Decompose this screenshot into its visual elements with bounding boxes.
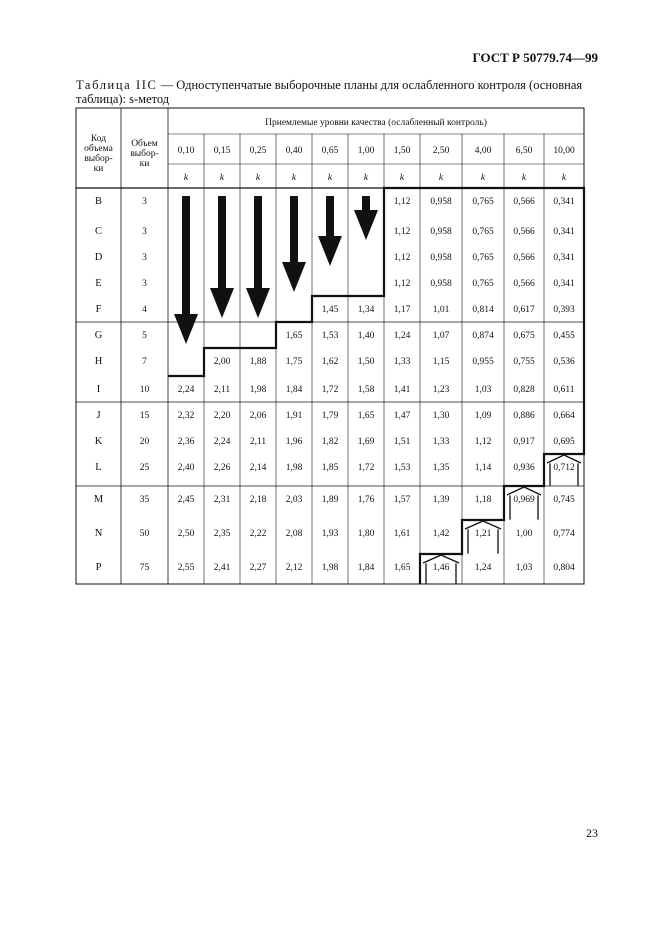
aql-level-header: 1,50 bbox=[393, 146, 411, 156]
k-value-cell: 2,12 bbox=[285, 563, 303, 573]
down-arrow-icon bbox=[246, 196, 270, 318]
k-value-cell: 1,98 bbox=[249, 385, 267, 395]
k-value-cell: 1,12 bbox=[393, 279, 411, 289]
k-symbol-header: k bbox=[480, 173, 486, 183]
k-value-cell: 0,958 bbox=[430, 197, 452, 207]
code-column-header: объема bbox=[84, 144, 113, 154]
k-value-cell: 2,11 bbox=[249, 437, 267, 447]
k-value-cell: 1,18 bbox=[474, 495, 492, 505]
aql-level-header: 0,40 bbox=[285, 146, 303, 156]
k-value-cell: 1,40 bbox=[357, 331, 375, 341]
sample-size-code: N bbox=[94, 528, 103, 539]
k-value-cell: 0,958 bbox=[430, 227, 452, 237]
k-symbol-header: k bbox=[291, 173, 297, 183]
sample-size: 3 bbox=[142, 197, 147, 207]
k-value-cell: 2,41 bbox=[213, 563, 231, 573]
k-value-cell: 1,09 bbox=[474, 411, 492, 421]
k-value-cell: 1,12 bbox=[393, 227, 411, 237]
sample-size-code: L bbox=[95, 462, 102, 473]
k-value-cell: 0,695 bbox=[553, 437, 575, 447]
k-symbol-header: k bbox=[363, 173, 369, 183]
k-value-cell: 1,12 bbox=[393, 197, 411, 207]
sample-size: 10 bbox=[139, 385, 150, 395]
sample-size: 3 bbox=[142, 253, 147, 263]
k-value-cell: 0,765 bbox=[472, 253, 494, 263]
k-value-cell: 1,98 bbox=[321, 563, 339, 573]
k-value-cell: 0,617 bbox=[513, 305, 535, 315]
k-value-cell: 1,33 bbox=[432, 437, 450, 447]
k-value-cell: 1,17 bbox=[393, 305, 411, 315]
k-value-cell: 1,00 bbox=[515, 529, 533, 539]
k-value-cell: 1,75 bbox=[285, 357, 303, 367]
k-value-cell: 2,08 bbox=[285, 529, 303, 539]
aql-level-header: 10,00 bbox=[553, 146, 575, 156]
k-value-cell: 2,50 bbox=[177, 529, 195, 539]
up-arrow-icon bbox=[423, 555, 459, 563]
k-value-cell: 1,65 bbox=[357, 411, 375, 421]
k-value-cell: 0,712 bbox=[553, 463, 575, 473]
k-value-cell: 1,21 bbox=[474, 529, 492, 539]
k-value-cell: 1,58 bbox=[357, 385, 375, 395]
k-value-cell: 0,765 bbox=[472, 197, 494, 207]
k-value-cell: 1,51 bbox=[393, 437, 411, 447]
k-value-cell: 1,23 bbox=[432, 385, 450, 395]
k-value-cell: 2,06 bbox=[249, 411, 267, 421]
sample-size: 20 bbox=[139, 437, 150, 447]
k-value-cell: 1,24 bbox=[474, 563, 492, 573]
k-value-cell: 2,11 bbox=[213, 385, 231, 395]
k-value-cell: 1,88 bbox=[249, 357, 267, 367]
sample-size: 35 bbox=[139, 495, 150, 505]
k-value-cell: 1,65 bbox=[285, 331, 303, 341]
sample-size: 3 bbox=[142, 279, 147, 289]
k-value-cell: 0,814 bbox=[472, 305, 494, 315]
k-value-cell: 2,27 bbox=[249, 563, 267, 573]
k-value-cell: 1,47 bbox=[393, 411, 411, 421]
sample-size-code: H bbox=[94, 356, 103, 367]
k-value-cell: 1,12 bbox=[474, 437, 492, 447]
aql-level-header: 1,00 bbox=[357, 146, 375, 156]
k-value-cell: 2,20 bbox=[213, 411, 231, 421]
document-code: ГОСТ Р 50779.74—99 bbox=[472, 50, 598, 65]
sample-size-code: F bbox=[95, 304, 102, 315]
k-value-cell: 1,12 bbox=[393, 253, 411, 263]
k-value-cell: 0,955 bbox=[472, 357, 494, 367]
k-value-cell: 1,53 bbox=[321, 331, 339, 341]
sample-size-code: G bbox=[94, 330, 103, 341]
page-number: 23 bbox=[586, 826, 598, 840]
k-value-cell: 1,84 bbox=[357, 563, 375, 573]
k-value-cell: 1,34 bbox=[357, 305, 375, 315]
k-value-cell: 1,39 bbox=[432, 495, 450, 505]
k-value-cell: 0,393 bbox=[553, 305, 575, 315]
code-column-header: Код bbox=[90, 134, 107, 144]
k-value-cell: 1,01 bbox=[432, 305, 450, 315]
table-caption-lead: Таблица IIC bbox=[76, 78, 158, 92]
down-arrow-icon bbox=[354, 196, 378, 240]
k-value-cell: 2,24 bbox=[177, 385, 195, 395]
k-value-cell: 0,341 bbox=[553, 253, 575, 263]
k-value-cell: 1,41 bbox=[393, 385, 411, 395]
k-value-cell: 1,65 bbox=[393, 563, 411, 573]
size-column-header: ки bbox=[139, 159, 150, 169]
k-value-cell: 0,455 bbox=[553, 331, 575, 341]
aql-level-header: 6,50 bbox=[515, 146, 533, 156]
sample-size: 75 bbox=[139, 563, 150, 573]
k-value-cell: 1,35 bbox=[432, 463, 450, 473]
k-value-cell: 1,85 bbox=[321, 463, 339, 473]
k-symbol-header: k bbox=[219, 173, 225, 183]
sample-size: 15 bbox=[139, 411, 150, 421]
k-value-cell: 0,611 bbox=[553, 385, 575, 395]
sample-size: 7 bbox=[142, 357, 147, 367]
down-arrow-icon bbox=[174, 196, 198, 344]
sample-size-code: M bbox=[93, 494, 104, 505]
k-value-cell: 1,24 bbox=[393, 331, 411, 341]
k-value-cell: 2,18 bbox=[249, 495, 267, 505]
sample-size: 25 bbox=[139, 463, 150, 473]
k-value-cell: 1,42 bbox=[432, 529, 450, 539]
k-value-cell: 1,03 bbox=[515, 563, 533, 573]
k-value-cell: 0,536 bbox=[553, 357, 575, 367]
k-value-cell: 1,62 bbox=[321, 357, 339, 367]
k-value-cell: 0,664 bbox=[553, 411, 575, 421]
k-value-cell: 1,79 bbox=[321, 411, 339, 421]
k-value-cell: 1,30 bbox=[432, 411, 450, 421]
k-value-cell: 0,675 bbox=[513, 331, 535, 341]
code-column-header: выбор- bbox=[84, 154, 113, 164]
size-column-header: выбор- bbox=[130, 149, 159, 159]
k-value-cell: 1,72 bbox=[321, 385, 339, 395]
k-value-cell: 0,886 bbox=[513, 411, 535, 421]
sample-size: 4 bbox=[142, 305, 147, 315]
aql-level-header: 0,10 bbox=[177, 146, 195, 156]
k-value-cell: 1,80 bbox=[357, 529, 375, 539]
k-value-cell: 1,91 bbox=[285, 411, 303, 421]
k-value-cell: 0,917 bbox=[513, 437, 535, 447]
k-value-cell: 1,15 bbox=[432, 357, 450, 367]
k-value-cell: 0,566 bbox=[513, 197, 535, 207]
k-value-cell: 2,40 bbox=[177, 463, 195, 473]
k-value-cell: 2,32 bbox=[177, 411, 195, 421]
k-value-cell: 0,566 bbox=[513, 253, 535, 263]
k-symbol-header: k bbox=[521, 173, 527, 183]
k-value-cell: 1,93 bbox=[321, 529, 339, 539]
k-value-cell: 1,96 bbox=[285, 437, 303, 447]
sample-size: 3 bbox=[142, 227, 147, 237]
k-value-cell: 1,33 bbox=[393, 357, 411, 367]
k-value-cell: 1,07 bbox=[432, 331, 450, 341]
k-value-cell: 0,765 bbox=[472, 279, 494, 289]
k-value-cell: 2,03 bbox=[285, 495, 303, 505]
k-value-cell: 0,745 bbox=[553, 495, 575, 505]
sample-size: 50 bbox=[139, 529, 150, 539]
k-value-cell: 1,50 bbox=[357, 357, 375, 367]
sample-size-code: I bbox=[96, 384, 101, 395]
k-value-cell: 0,774 bbox=[553, 529, 575, 539]
k-value-cell: 0,969 bbox=[513, 495, 535, 505]
k-value-cell: 1,89 bbox=[321, 495, 339, 505]
k-value-cell: 0,341 bbox=[553, 227, 575, 237]
aql-level-header: 2,50 bbox=[432, 146, 450, 156]
up-arrow-icon bbox=[507, 487, 541, 495]
k-value-cell: 1,46 bbox=[432, 563, 450, 573]
k-symbol-header: k bbox=[561, 173, 567, 183]
k-value-cell: 1,98 bbox=[285, 463, 303, 473]
aql-level-header: 4,00 bbox=[474, 146, 492, 156]
sample-size-code: C bbox=[94, 226, 103, 237]
k-value-cell: 1,76 bbox=[357, 495, 375, 505]
k-value-cell: 1,57 bbox=[393, 495, 411, 505]
k-value-cell: 0,874 bbox=[472, 331, 494, 341]
k-value-cell: 0,765 bbox=[472, 227, 494, 237]
up-arrow-icon bbox=[465, 521, 501, 529]
up-arrow-icon bbox=[547, 455, 581, 463]
aql-level-header: 0,15 bbox=[213, 146, 231, 156]
size-column-header: Объем bbox=[131, 139, 158, 149]
k-symbol-header: k bbox=[183, 173, 189, 183]
k-value-cell: 2,45 bbox=[177, 495, 195, 505]
k-value-cell: 2,31 bbox=[213, 495, 231, 505]
k-value-cell: 0,958 bbox=[430, 279, 452, 289]
k-value-cell: 1,14 bbox=[474, 463, 492, 473]
k-value-cell: 1,45 bbox=[321, 305, 339, 315]
k-value-cell: 0,566 bbox=[513, 227, 535, 237]
k-value-cell: 1,72 bbox=[357, 463, 375, 473]
k-symbol-header: k bbox=[255, 173, 261, 183]
k-value-cell: 1,03 bbox=[474, 385, 492, 395]
k-symbol-header: k bbox=[327, 173, 333, 183]
k-symbol-header: k bbox=[438, 173, 444, 183]
k-symbol-header: k bbox=[399, 173, 405, 183]
k-value-cell: 2,14 bbox=[249, 463, 267, 473]
k-value-cell: 0,804 bbox=[553, 563, 575, 573]
aql-group-header: Приемлемые уровни качества (ослабленный контроль) bbox=[265, 118, 487, 128]
sample-size-code: B bbox=[94, 196, 103, 207]
sample-size-code: E bbox=[95, 278, 102, 289]
sample-size-code: K bbox=[94, 436, 103, 447]
k-value-cell: 2,35 bbox=[213, 529, 231, 539]
k-value-cell: 0,341 bbox=[553, 279, 575, 289]
k-value-cell: 1,82 bbox=[321, 437, 339, 447]
k-value-cell: 0,566 bbox=[513, 279, 535, 289]
sample-size-code: D bbox=[94, 252, 103, 263]
k-value-cell: 2,36 bbox=[177, 437, 195, 447]
k-value-cell: 2,00 bbox=[213, 357, 231, 367]
sample-size-code: P bbox=[95, 562, 102, 573]
k-value-cell: 0,828 bbox=[513, 385, 535, 395]
down-arrow-icon bbox=[210, 196, 234, 318]
k-value-cell: 0,936 bbox=[513, 463, 535, 473]
k-value-cell: 0,958 bbox=[430, 253, 452, 263]
k-value-cell: 1,53 bbox=[393, 463, 411, 473]
k-value-cell: 0,341 bbox=[553, 197, 575, 207]
k-value-cell: 2,55 bbox=[177, 563, 195, 573]
k-value-cell: 1,69 bbox=[357, 437, 375, 447]
down-arrow-icon bbox=[318, 196, 342, 266]
k-value-cell: 2,24 bbox=[213, 437, 231, 447]
code-column-header: ки bbox=[93, 164, 104, 174]
aql-level-header: 0,25 bbox=[249, 146, 267, 156]
down-arrow-icon bbox=[282, 196, 306, 292]
table-caption-text: — Одноступенчатые выборочные планы для ослабленного контроля (основная таблица): s-метод bbox=[76, 78, 583, 106]
sample-size: 5 bbox=[142, 331, 147, 341]
k-value-cell: 1,61 bbox=[393, 529, 411, 539]
aql-level-header: 0,65 bbox=[321, 146, 339, 156]
k-value-cell: 0,755 bbox=[513, 357, 535, 367]
k-value-cell: 2,22 bbox=[249, 529, 267, 539]
sample-size-code: J bbox=[96, 410, 101, 421]
k-value-cell: 2,26 bbox=[213, 463, 231, 473]
k-value-cell: 1,84 bbox=[285, 385, 303, 395]
